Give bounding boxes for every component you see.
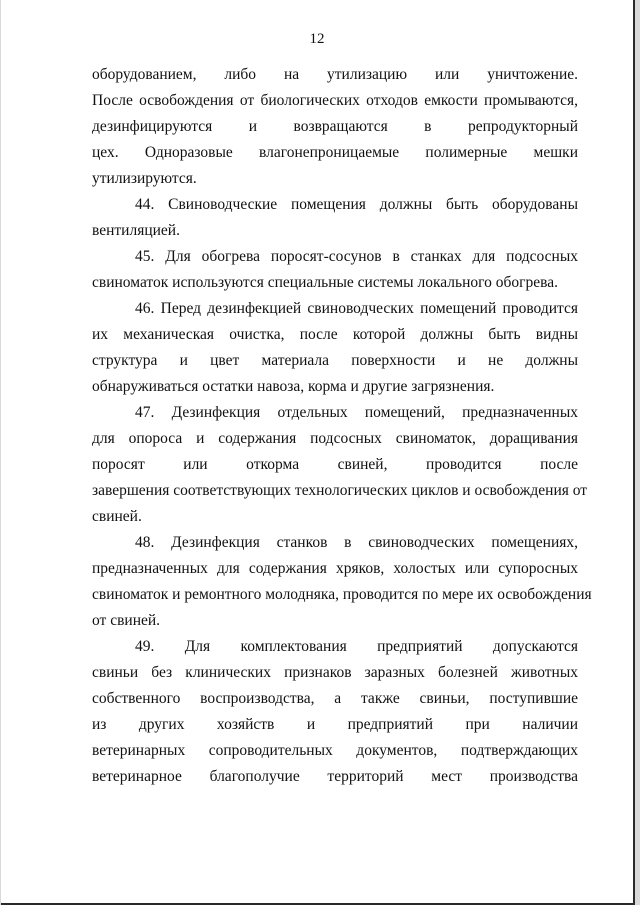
paragraph-44-line: 44. Свиноводческие помещения должны быть оборудованы [135, 196, 578, 213]
text-line: вентиляцией. [92, 222, 180, 239]
text-line: После освобождения от биологических отходов емкости промываются, [92, 92, 578, 109]
text-line: цех. Одноразовые влагонепроницаемые полимерные мешки [92, 144, 578, 161]
paragraph-48-line: 48. Дезинфекция станков в свиноводческих помещениях, [135, 534, 578, 551]
text-line: их механическая очистка, после которой должны быть видны [92, 326, 578, 343]
text-line: ветеринарных сопроводительных документов, подтверждающих [92, 742, 578, 759]
paragraph-47-line: 47. Дезинфекция отдельных помещений, предназначенных [135, 404, 578, 421]
text-line: свиноматок используются специальные системы локального обогрева. [92, 274, 558, 291]
text-line: предназначенных для содержания хряков, холостых или супоросных [92, 560, 578, 577]
text-line: свиньи без клинических признаков заразных болезней животных [92, 664, 578, 681]
text-line: собственного воспроизводства, а также свиньи, поступившие [92, 690, 578, 707]
text-line: свиноматок и ремонтного молодняка, проводится по мере их освобождения [92, 586, 592, 603]
text-line: обнаруживаться остатки навоза, корма и другие загрязнения. [92, 378, 495, 395]
page-number: 12 [309, 31, 325, 47]
body-text [92, 62, 592, 790]
paragraph-49-line: 49. Для комплектования предприятий допускаются [135, 638, 578, 655]
paragraph-46-line: 46. Перед дезинфекцией свиноводческих помещений проводится [135, 300, 578, 317]
text-line: дезинфицируются и возвращаются в репродукторный [92, 118, 578, 135]
text-line: для опороса и содержания подсосных свиноматок, доращивания [92, 430, 578, 447]
text-line: ветеринарное благополучие территорий мест производства [92, 768, 578, 785]
document-page [1, 0, 635, 905]
text-line: из других хозяйств и предприятий при наличии [92, 716, 578, 733]
text-line: от свиней. [92, 612, 161, 629]
paragraph-45-line: 45. Для обогрева поросят-сосунов в станках для подсосных [135, 248, 578, 265]
text-line: оборудованием, либо на утилизацию или уничтожение. [92, 66, 578, 83]
text-line: утилизируются. [92, 170, 197, 187]
text-line: структура и цвет материала поверхности и не должны [92, 352, 578, 369]
text-line: свиней. [92, 508, 142, 525]
text-line: поросят или откорма свиней, проводится после [92, 456, 578, 473]
text-line: завершения соответствующих технологических циклов и освобождения от [92, 482, 588, 499]
